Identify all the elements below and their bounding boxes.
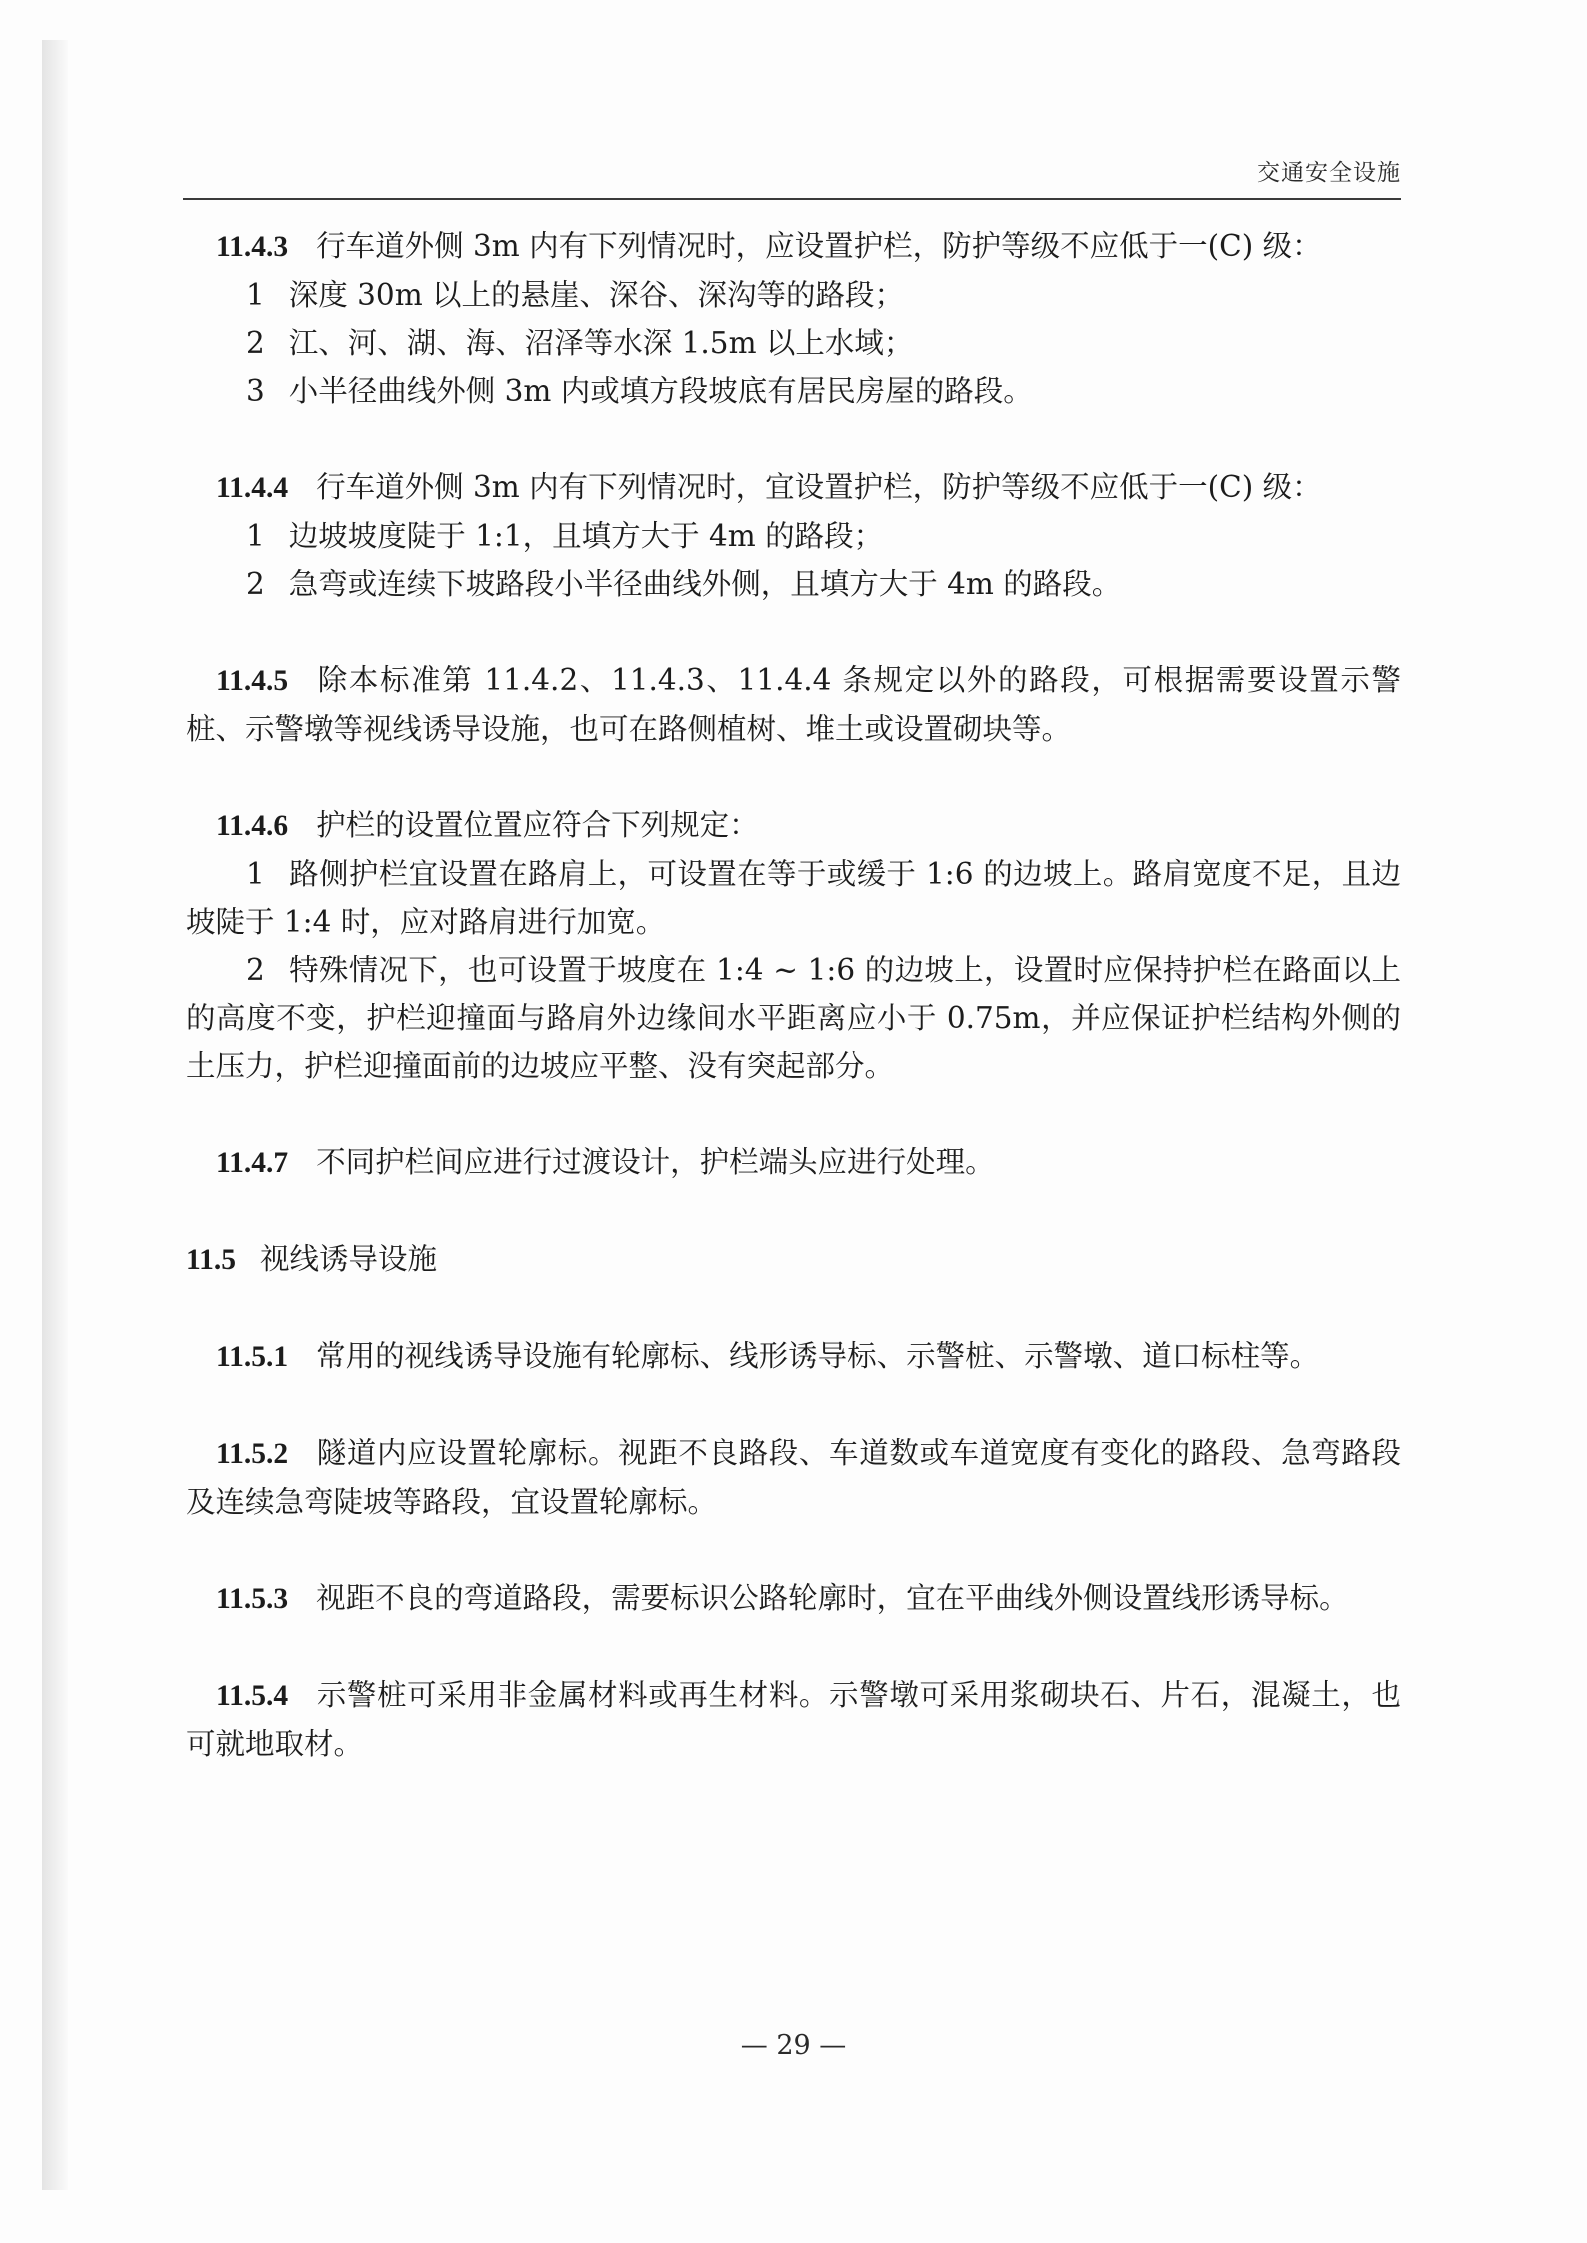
clause-11-4-4	[186, 463, 1401, 608]
list-item: 3 小半径曲线外侧 3m 内或填方段坡底有居民房屋的路段。	[246, 374, 1033, 408]
section-number: 11.5	[186, 1244, 236, 1276]
clause-11-4-3	[186, 222, 1401, 415]
clause-11-5-3	[186, 1574, 1401, 1623]
clause-text: 除本标准第 11.4.2、11.4.3、11.4.4 条规定以外的路段，可根据需要设置示警桩、示警墩等视线诱导设施，也可在路侧植树、堆土或设置砌块等。	[186, 663, 1401, 746]
page-number: — 29 —	[740, 2030, 847, 2061]
section-title: 视线诱导设施	[260, 1242, 438, 1276]
header-rule	[183, 198, 1401, 200]
clause-text: 不同护栏间应进行过渡设计，护栏端头应进行处理。	[316, 1145, 995, 1179]
clause-11-5-2	[186, 1429, 1401, 1526]
clause-number: 11.4.4	[216, 472, 289, 504]
clause-11-5-4	[186, 1671, 1401, 1768]
clause-text: 隧道内应设置轮廓标。视距不良路段、车道数或车道宽度有变化的路段、急弯路段及连续急弯陡坡等路段，宜设置轮廓标。	[186, 1436, 1401, 1519]
binding-shadow	[42, 40, 68, 2190]
list-item: 1 路侧护栏宜设置在路肩上，可设置在等于或缓于 1:6 的边坡上。路肩宽度不足，且边坡陡于 1:4 时，应对路肩进行加宽。	[186, 857, 1401, 939]
clause-number: 11.5.4	[216, 1680, 289, 1712]
running-head: 交通安全设施	[1257, 160, 1401, 186]
clause-number: 11.5.2	[216, 1438, 289, 1470]
clause-text: 护栏的设置位置应符合下列规定：	[316, 808, 759, 842]
clause-number: 11.5.3	[216, 1583, 289, 1615]
clause-number: 11.4.6	[216, 810, 289, 842]
clause-11-4-7	[186, 1138, 1401, 1187]
section-heading	[186, 1235, 1401, 1284]
clause-text: 行车道外侧 3m 内有下列情况时，应设置护栏，防护等级不应低于一(C) 级：	[316, 229, 1322, 263]
clause-11-4-5	[186, 656, 1401, 753]
list-item: 1 深度 30m 以上的悬崖、深谷、深沟等的路段；	[246, 278, 905, 312]
clause-11-4-6	[186, 801, 1401, 1090]
clause-11-5-1	[186, 1332, 1401, 1381]
list-item: 2 江、河、湖、海、沼泽等水深 1.5m 以上水域；	[246, 326, 914, 360]
clause-number: 11.4.5	[216, 665, 289, 697]
clause-number: 11.4.3	[216, 231, 289, 263]
clause-number: 11.4.7	[216, 1147, 289, 1179]
list-item: 2 特殊情况下，也可设置于坡度在 1:4 ~ 1:6 的边坡上，设置时应保持护栏在路面以上的高度不变，护栏迎撞面与路肩外边缘间水平距离应小于 0.75m，并应保证护栏结构外侧的土压力，护栏迎撞面前的边坡应平整、没有突起部分。	[186, 953, 1401, 1083]
list-item: 2 急弯或连续下坡路段小半径曲线外侧，且填方大于 4m 的路段。	[246, 567, 1122, 601]
list-item: 1 边坡坡度陡于 1:1，且填方大于 4m 的路段；	[246, 519, 884, 553]
clause-number: 11.5.1	[216, 1341, 289, 1373]
clause-text: 行车道外侧 3m 内有下列情况时，宜设置护栏，防护等级不应低于一(C) 级：	[316, 470, 1322, 504]
clause-text: 视距不良的弯道路段，需要标识公路轮廓时，宜在平曲线外侧设置线形诱导标。	[316, 1581, 1349, 1615]
body-content	[186, 222, 1401, 1816]
clause-text: 常用的视线诱导设施有轮廓标、线形诱导标、示警桩、示警墩、道口标柱等。	[316, 1339, 1320, 1373]
clause-text: 示警桩可采用非金属材料或再生材料。示警墩可采用浆砌块石、片石，混凝土，也可就地取材。	[186, 1678, 1401, 1761]
